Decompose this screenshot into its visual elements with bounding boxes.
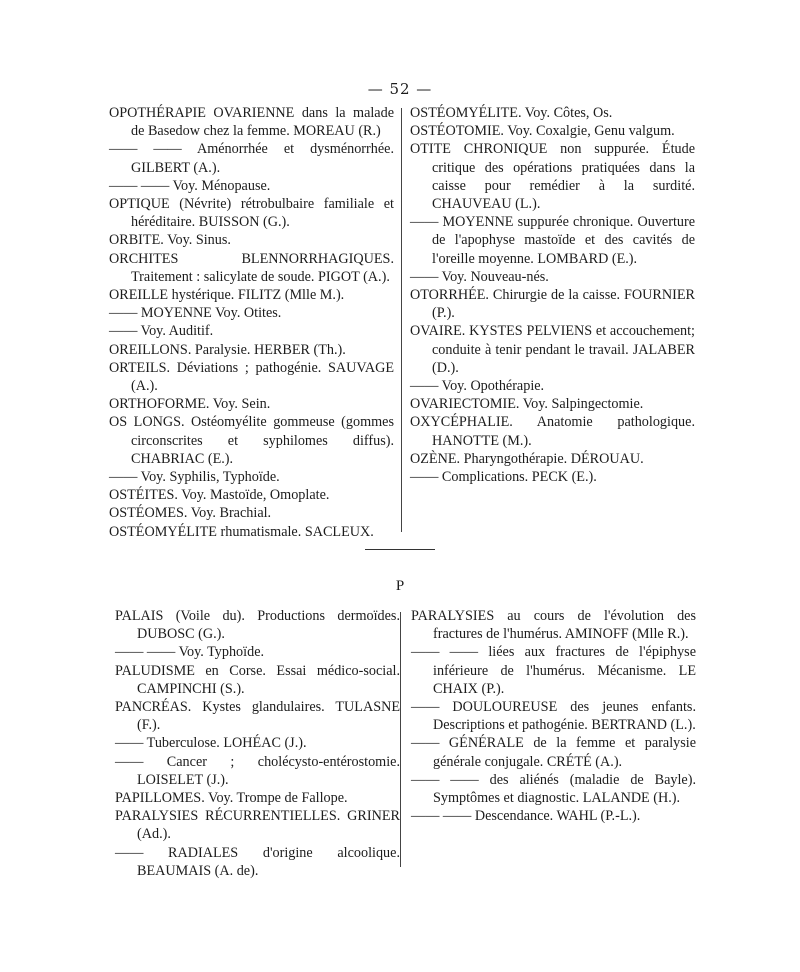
index-entry: —— Voy. Opothérapie. bbox=[410, 378, 545, 395]
index-entry: OVARIECTOMIE. Voy. Salpingectomie. bbox=[410, 396, 644, 413]
index-entry: —— GÉNÉRALE de la femme et paralysie générale conjugale. CRÉTÉ (A.). bbox=[411, 735, 696, 770]
index-entry: —— Complications. PECK (E.). bbox=[410, 469, 597, 486]
index-entry: PARALYSIES RÉCURRENTIELLES. GRINER (Ad.). bbox=[115, 808, 400, 843]
column-top-right bbox=[410, 104, 695, 486]
index-entry: ORTEILS. Déviations ; pathogénie. SAUVAGE (A.). bbox=[109, 359, 394, 395]
index-entry: OSTÉOMYÉLITE. Voy. Côtes, Os. bbox=[410, 105, 613, 121]
index-entry: PALAIS (Voile du). Productions dermoïdes. DUBOSC (G.). bbox=[115, 608, 400, 643]
index-entry: —— Cancer ; cholécysto-entérostomie. LOISELET (J.). bbox=[115, 753, 400, 788]
index-entry: —— RADIALES d'origine alcoolique. BEAUMAIS (A. de). bbox=[115, 844, 400, 879]
index-entry: ORTHOFORME. Voy. Sein. bbox=[109, 396, 271, 413]
index-entry: ORCHITES BLENNORRHAGIQUES. Traitement : salicylate de soude. PIGOT (A.). bbox=[109, 250, 394, 285]
index-entry: —— —— Voy. Typhoïde. bbox=[115, 644, 265, 661]
index-entry: OSTÉITES. Voy. Mastoïde, Omoplate. bbox=[109, 487, 330, 504]
index-entry: —— —— liées aux fractures de l'épiphyse inférieure de l'humérus. Mécanisme. LE CHAIX (P.). bbox=[411, 644, 696, 697]
index-entry: —— —— Aménorrhée et dysménorrhée. GILBERT (A.). bbox=[109, 141, 394, 176]
index-entry: ORBITE. Voy. Sinus. bbox=[109, 232, 231, 249]
section-letter: P bbox=[395, 578, 405, 594]
column-divider-bottom bbox=[400, 612, 401, 867]
index-entry: OSTÉOMYÉLITE rhumatismale. SACLEUX. bbox=[109, 523, 374, 540]
index-entry: —— Voy. Auditif. bbox=[109, 323, 214, 340]
index-entry: PARALYSIES au cours de l'évolution des fractures de l'humérus. AMINOFF (Mlle R.). bbox=[411, 608, 696, 643]
section-separator bbox=[365, 549, 435, 550]
index-entry: PANCRÉAS. Kystes glandulaires. TULASNE (F.). bbox=[115, 699, 400, 734]
column-divider-top bbox=[401, 108, 402, 532]
index-entry: —— Voy. Nouveau-nés. bbox=[410, 268, 549, 285]
index-entry: OSTÉOMES. Voy. Brachial. bbox=[109, 505, 272, 522]
index-entry: —— DOULOUREUSE des jeunes enfants. Descriptions et pathogénie. BERTRAND (L.). bbox=[411, 699, 696, 734]
index-entry: —— Tuberculose. LOHÉAC (J.). bbox=[115, 735, 307, 752]
index-entry: —— MOYENNE Voy. Otites. bbox=[109, 305, 282, 322]
index-entry: OPOTHÉRAPIE OVARIENNE dans la malade de Basedow chez la femme. MOREAU (R.) bbox=[109, 105, 394, 140]
index-entry: PAPILLOMES. Voy. Trompe de Fallope. bbox=[115, 790, 348, 807]
column-bottom-left bbox=[115, 607, 400, 880]
index-entry: OPTIQUE (Névrite) rétrobulbaire familiale et héréditaire. BUISSON (G.). bbox=[109, 196, 394, 231]
index-entry: —— —— des aliénés (maladie de Bayle). Symptômes et diagnostic. LALANDE (H.). bbox=[411, 771, 696, 807]
index-entry: —— MOYENNE suppurée chronique. Ouverture de l'apophyse mastoïde et des cavités de l'oreille moyenne. LOMBARD (E.). bbox=[410, 214, 695, 267]
index-entry: OXYCÉPHALIE. Anatomie pathologique. HANOTTE (M.). bbox=[410, 414, 695, 449]
index-entry: OTORRHÉE. Chirurgie de la caisse. FOURNIER (P.). bbox=[410, 287, 695, 322]
index-entry: OSTÉOTOMIE. Voy. Coxalgie, Genu valgum. bbox=[410, 123, 675, 140]
index-entry: —— —— Voy. Ménopause. bbox=[109, 177, 271, 194]
column-top-left bbox=[109, 104, 394, 541]
column-bottom-right bbox=[411, 607, 696, 825]
index-entry: OREILLONS. Paralysie. HERBER (Th.). bbox=[109, 341, 346, 358]
index-entry: OS LONGS. Ostéomyélite gommeuse (gommes circonscrites et syphilomes diffus). CHABRIAC (E.). bbox=[109, 414, 394, 467]
index-entry: OREILLE hystérique. FILITZ (Mlle M.). bbox=[109, 287, 345, 304]
index-entry: PALUDISME en Corse. Essai médico-social. CAMPINCHI (S.). bbox=[115, 662, 400, 697]
index-entry: OTITE CHRONIQUE non suppurée. Étude critique des opérations pratiquées dans la caisse pour remédier à la surdité. CHAUVEAU (L.). bbox=[410, 141, 695, 213]
index-entry: —— —— Descendance. WAHL (P.-L.). bbox=[411, 808, 641, 825]
index-entry: OZÈNE. Pharyngothérapie. DÉROUAU. bbox=[410, 450, 644, 467]
page-number: — 52 — bbox=[367, 80, 433, 98]
index-entry: —— Voy. Syphilis, Typhoïde. bbox=[109, 469, 280, 486]
index-entry: OVAIRE. KYSTES PELVIENS et accouchement; conduite à tenir pendant le travail. JALABER (D.). bbox=[410, 323, 695, 376]
